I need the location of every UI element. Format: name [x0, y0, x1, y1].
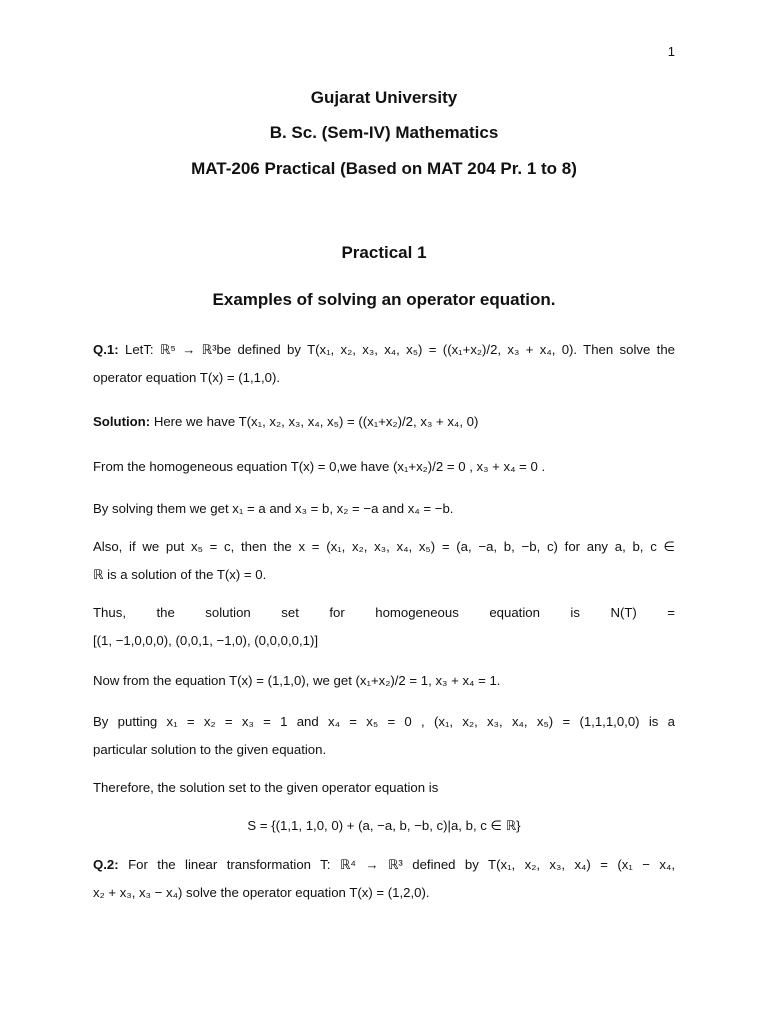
also-line-1: Also, if we put x₅ = c, then the x = (x₁, x₂, x₃, x₄, x₅) = (a, −a, b, −b, c) for any a, b, c ∈ — [93, 539, 675, 554]
thus-line-2: [(1, −1,0,0,0), (0,0,1, −1,0), (0,0,0,0,1)] — [93, 633, 319, 648]
solution-paragraph — [93, 408, 675, 436]
by-putting-line-2: particular solution to the given equation. — [93, 742, 327, 757]
solving-paragraph: By solving them we get x₁ = a and x₃ = b, x₂ = −a and x₄ = −b. — [93, 501, 454, 516]
now-paragraph: Now from the equation T(x) = (1,1,0), we get (x₁+x₂)/2 = 1, x₃ + x₄ = 1. — [93, 673, 501, 688]
also-paragraph — [93, 533, 675, 589]
course-heading: B. Sc. (Sem-IV) Mathematics — [269, 123, 499, 142]
homogeneous-paragraph: From the homogeneous equation T(x) = 0,we have (x₁+x₂)/2 = 0 , x₃ + x₄ = 0 . — [93, 459, 546, 474]
question-2-label: Q.2: — [93, 857, 119, 872]
thus-paragraph — [93, 599, 675, 655]
question-2-text: For the linear transformation T: ℝ⁴ → ℝ³ defined by T(x₁, x₂, x₃, x₄) = (x₁ − x₄, — [128, 857, 675, 872]
university-heading: Gujarat University — [310, 88, 458, 107]
solution-label: Solution: — [93, 414, 151, 429]
solution-text: Here we have T(x₁, x₂, x₃, x₄, x₅) = ((x₁+x₂)/2, x₃ + x₄, 0) — [153, 414, 479, 429]
question-2 — [93, 851, 675, 907]
practical-title: Practical 1 — [341, 243, 427, 262]
also-line-2: ℝ is a solution of the T(x) = 0. — [93, 567, 267, 582]
question-1-label: Q.1: — [93, 342, 119, 357]
page-number: 1 — [667, 44, 675, 59]
question-1 — [93, 336, 675, 392]
practical-subtitle: Examples of solving an operator equation. — [212, 290, 556, 309]
by-putting-paragraph — [93, 708, 675, 764]
question-1-text: LetT: ℝ⁵ → ℝ³be defined by T(x₁, x₂, x₃, x₄, x₅) = ((x₁+x₂)/2, x₃ + x₄, 0). Then solve the — [124, 342, 675, 357]
solution-set-equation: S = {(1,1, 1,0, 0) + (a, −a, b, −b, c)|a, b, c ∈ ℝ} — [247, 818, 521, 833]
question-2-line-2: x₂ + x₃, x₃ − x₄) solve the operator equation T(x) = (1,2,0). — [93, 885, 430, 900]
question-1-line-1 — [93, 336, 675, 364]
therefore-paragraph: Therefore, the solution set to the given operator equation is — [93, 780, 439, 795]
by-putting-line-1: By putting x₁ = x₂ = x₃ = 1 and x₄ = x₅ = 0 , (x₁, x₂, x₃, x₄, x₅) = (1,1,1,0,0) is a — [93, 714, 675, 729]
question-1-line-2: operator equation T(x) = (1,1,0). — [93, 370, 281, 385]
question-2-line-1 — [93, 851, 675, 879]
paper-heading: MAT-206 Practical (Based on MAT 204 Pr. 1 to 8) — [191, 159, 577, 178]
thus-line-1: Thus, the solution set for homogeneous equation is N(T) = — [93, 605, 675, 620]
